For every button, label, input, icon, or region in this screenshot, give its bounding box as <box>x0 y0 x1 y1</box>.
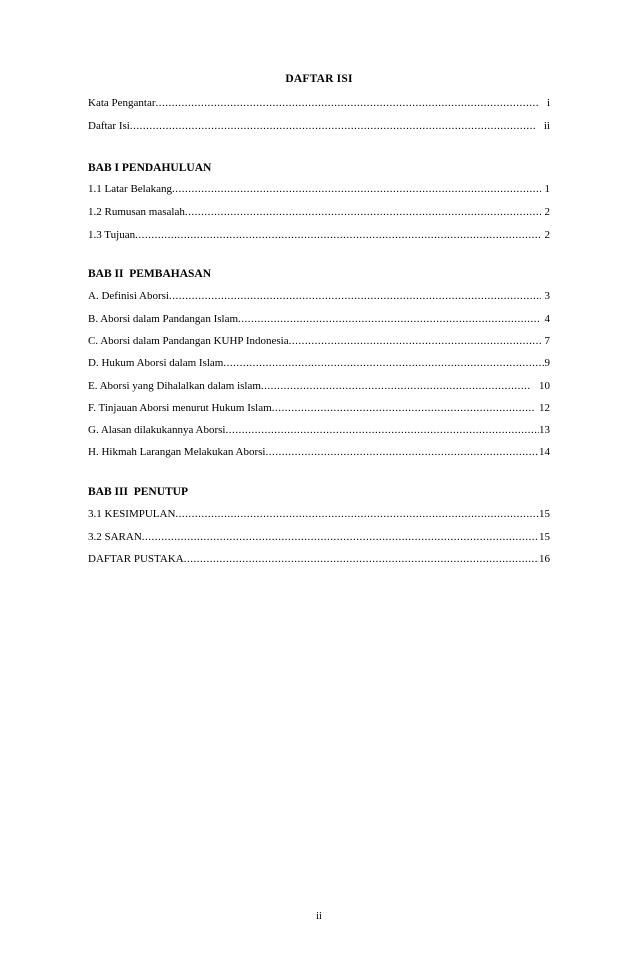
toc-entry-label: D. Hukum Aborsi dalam Islam <box>88 357 224 369</box>
toc-leader-dots <box>184 553 539 565</box>
toc-entry[interactable] <box>88 290 550 304</box>
toc-leader-dots <box>225 424 539 436</box>
toc-leader-dots <box>169 290 541 302</box>
toc-entry[interactable] <box>88 206 550 220</box>
toc-leader-dots <box>265 446 539 458</box>
toc-entry-label: DAFTAR PUSTAKA <box>88 553 184 565</box>
toc-entry-label: E. Aborsi yang Dihalalkan dalam islam <box>88 380 261 392</box>
chapter-heading: BAB I PENDAHULUAN <box>88 162 212 174</box>
toc-leader-dots <box>175 508 539 520</box>
toc-entry-label: 3.2 SARAN <box>88 531 142 543</box>
toc-entry-page: ii <box>543 120 550 132</box>
toc-leader-dots <box>185 206 541 218</box>
toc-entry-page: 16 <box>539 553 550 565</box>
toc-entry-label: B. Aborsi dalam Pandangan Islam <box>88 313 239 325</box>
toc-entry-page: 15 <box>539 508 550 520</box>
toc-entry[interactable] <box>88 553 550 567</box>
toc-entry-page: 2 <box>544 206 550 218</box>
toc-leader-dots <box>272 402 535 414</box>
toc-entry[interactable] <box>88 313 550 327</box>
toc-entry[interactable] <box>88 531 550 545</box>
toc-leader-dots <box>289 335 541 347</box>
toc-entry-label: A. Definisi Aborsi <box>88 290 169 302</box>
toc-entry-page: 3 <box>544 290 550 302</box>
toc-entry-label: H. Hikmah Larangan Melakukan Aborsi <box>88 446 266 458</box>
toc-entry-page: 1 <box>544 183 550 195</box>
toc-leader-dots <box>261 380 531 392</box>
toc-entry-label: 3.1 KESIMPULAN <box>88 508 176 520</box>
toc-entry-page: i <box>546 97 550 109</box>
toc-leader-dots <box>172 183 541 195</box>
toc-entry-label: Kata Pengantar <box>88 97 156 109</box>
toc-entry-page: 7 <box>544 335 550 347</box>
toc-entry-label: 1.3 Tujuan <box>88 229 136 241</box>
toc-entry[interactable] <box>88 97 550 111</box>
page-number: ii <box>316 911 322 922</box>
toc-entry-label: F. Tinjauan Aborsi menurut Hukum Islam <box>88 402 272 414</box>
toc-entry[interactable] <box>88 357 550 371</box>
toc-leader-dots <box>135 229 540 241</box>
toc-entry-page: 4 <box>544 313 550 325</box>
chapter-heading: BAB II PEMBAHASAN <box>88 268 212 280</box>
toc-entry[interactable] <box>88 424 550 438</box>
toc-entry-label: G. Alasan dilakukannya Aborsi <box>88 424 226 436</box>
toc-entry-label: 1.2 Rumusan masalah <box>88 206 185 218</box>
toc-entry[interactable] <box>88 402 550 416</box>
toc-entry-page: 15 <box>539 531 550 543</box>
toc-entry-page: 2 <box>544 229 550 241</box>
toc-entry[interactable] <box>88 380 550 394</box>
toc-leader-dots <box>223 357 544 369</box>
page-title: DAFTAR ISI <box>285 73 353 85</box>
toc-entry[interactable] <box>88 446 550 460</box>
toc-entry-page: 14 <box>539 446 550 458</box>
toc-entry-page: 13 <box>539 424 550 436</box>
toc-entry-page: 10 <box>539 380 550 392</box>
toc-leader-dots <box>238 313 540 325</box>
toc-entry-label: C. Aborsi dalam Pandangan KUHP Indonesia <box>88 335 289 347</box>
toc-entry[interactable] <box>88 183 550 197</box>
toc-entry-label: Daftar Isi <box>88 120 130 132</box>
toc-entry[interactable] <box>88 335 550 349</box>
toc-leader-dots <box>156 97 539 109</box>
toc-entry[interactable] <box>88 120 550 134</box>
toc-entry-page: 12 <box>539 402 550 414</box>
toc-entry-label: 1.1 Latar Belakang <box>88 183 172 195</box>
toc-entry[interactable] <box>88 229 550 243</box>
toc-leader-dots <box>142 531 539 543</box>
toc-entry[interactable] <box>88 508 550 522</box>
chapter-heading: BAB III PENUTUP <box>88 486 189 498</box>
toc-leader-dots <box>130 120 536 132</box>
toc-entry-page: 9 <box>544 357 550 369</box>
